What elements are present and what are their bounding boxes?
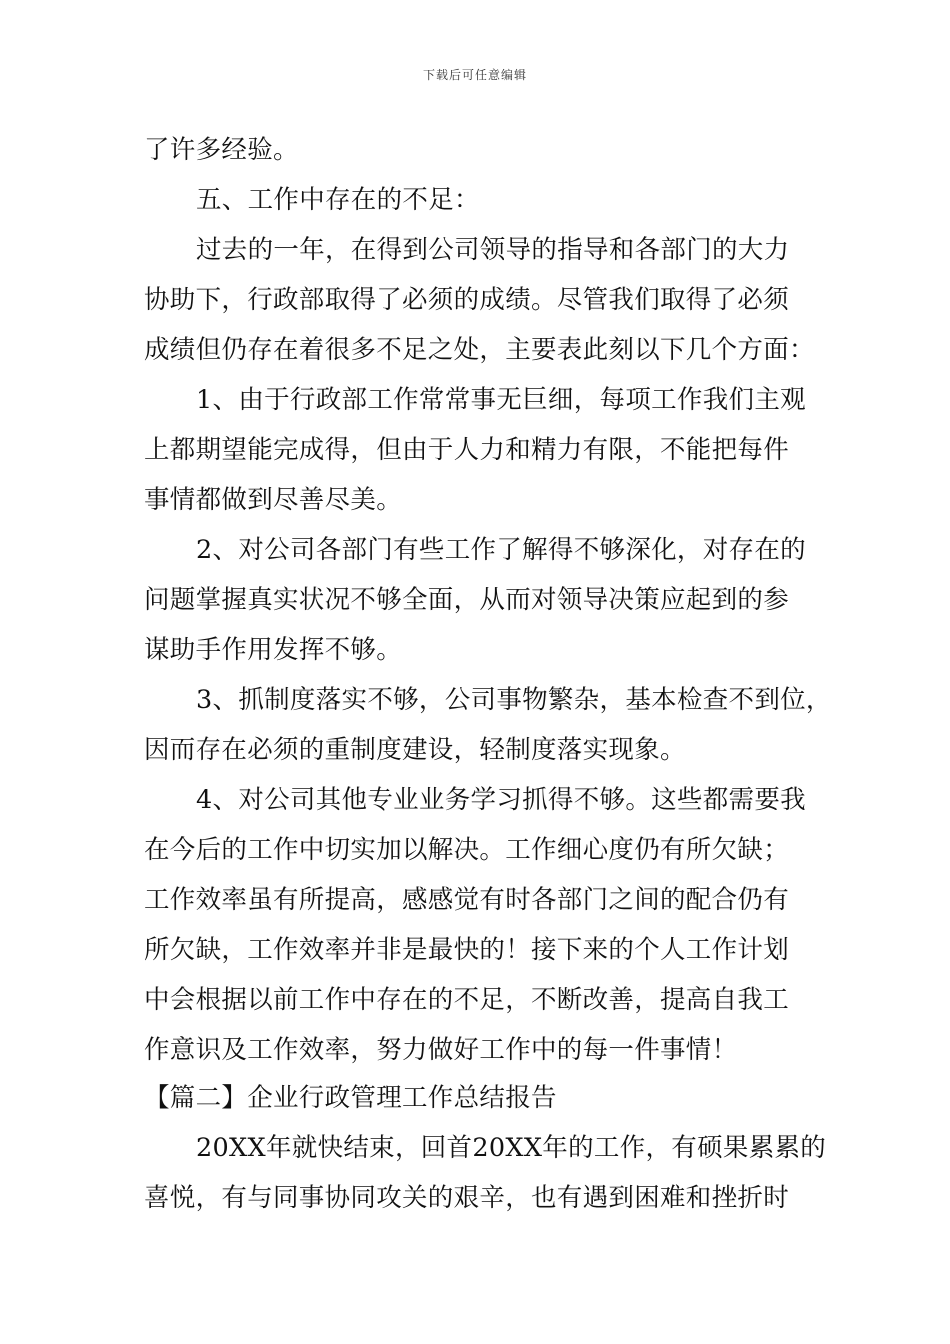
text-line: 工作效率虽有所提高，感感觉有时各部门之间的配合仍有 — [144, 885, 790, 915]
text-line: 上都期望能完成得，但由于人力和精力有限，不能把每件 — [144, 435, 790, 465]
text-line: 事情都做到尽善尽美。 — [144, 485, 403, 515]
text-line: 中会根据以前工作中存在的不足，不断改善，提高自我工 — [144, 985, 790, 1015]
text-line: 20XX年就快结束，回首20XX年的工作，有硕果累累的 — [196, 1133, 827, 1163]
text-line: 因而存在必须的重制度建设，轻制度落实现象。 — [144, 735, 686, 765]
text-line: 所欠缺，工作效率并非是最快的！接下来的个人工作计划 — [144, 935, 790, 965]
text-line: 1、由于行政部工作常常事无巨细，每项工作我们主观 — [196, 385, 806, 415]
text-line: 了许多经验。 — [144, 135, 299, 165]
text-line: 4、对公司其他专业业务学习抓得不够。这些都需要我 — [196, 785, 806, 815]
page-header-note: 下载后可任意编辑 — [422, 68, 527, 82]
article-heading: 【篇二】企业行政管理工作总结报告 — [144, 1083, 557, 1113]
text-line: 谋助手作用发挥不够。 — [144, 635, 403, 665]
section-heading: 五、工作中存在的不足： — [196, 185, 480, 215]
text-line: 喜悦，有与同事协同攻关的艰辛，也有遇到困难和挫折时 — [144, 1183, 790, 1213]
text-line: 作意识及工作效率，努力做好工作中的每一件事情！ — [144, 1035, 738, 1065]
text-line: 成绩但仍存在着很多不足之处，主要表此刻以下几个方面： — [144, 335, 815, 365]
text-line: 问题掌握真实状况不够全面，从而对领导决策应起到的参 — [144, 585, 790, 615]
text-line: 2、对公司各部门有些工作了解得不够深化，对存在的 — [196, 535, 806, 565]
text-line: 过去的一年，在得到公司领导的指导和各部门的大力 — [196, 235, 790, 265]
text-line: 在今后的工作中切实加以解决。工作细心度仍有所欠缺； — [144, 835, 790, 865]
text-line: 协助下，行政部取得了必须的成绩。尽管我们取得了必须 — [144, 285, 790, 315]
text-line: 3、抓制度落实不够，公司事物繁杂，基本检查不到位， — [196, 685, 832, 715]
